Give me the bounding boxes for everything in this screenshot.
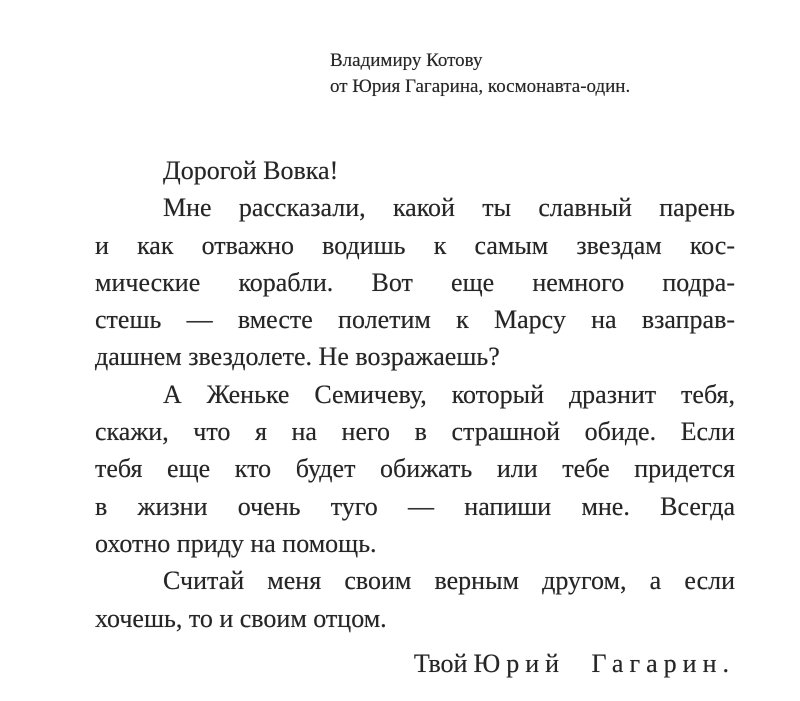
letter-line: дашнем звездолете. Не возражаешь? [95,342,500,372]
signature [95,645,735,682]
letter-line: стешь — вместе полетим к Марсу на взаправ- [95,305,735,335]
letter-line: скажи, что я на него в страшной обиде. Если [95,417,735,447]
signature-name: Юрий Гагарин. [473,648,735,678]
dedication [330,48,630,100]
salutation: Дорогой Вовка! [163,156,339,185]
letter-line: тебя еще кто будет обижать или тебе придется [95,454,735,484]
letter-line: и как отважно водишь к самым звездам кос- [95,230,735,260]
dedication-line-sender: от Юрия Гагарина, космонавта-один. [330,76,631,97]
letter-line: хочешь, то и своим отцом. [95,603,387,633]
letter-line: в жизни очень туго — напиши мне. Всегда [95,491,735,521]
letter-line: охотно приду на помощь. [95,528,377,558]
letter-body [95,152,735,682]
letter-line: Считай меня своим верным другом, а если [163,566,735,596]
dedication-line-recipient: Владимиру Котову [330,50,483,71]
letter-line: А Женьке Семичеву, который дразнит тебя, [163,379,735,409]
signature-prefix: Твой [413,648,468,678]
letter-line: мические корабли. Вот еще немного подра- [95,267,735,297]
letter-line: Мне рассказали, какой ты славный парень [163,193,735,223]
